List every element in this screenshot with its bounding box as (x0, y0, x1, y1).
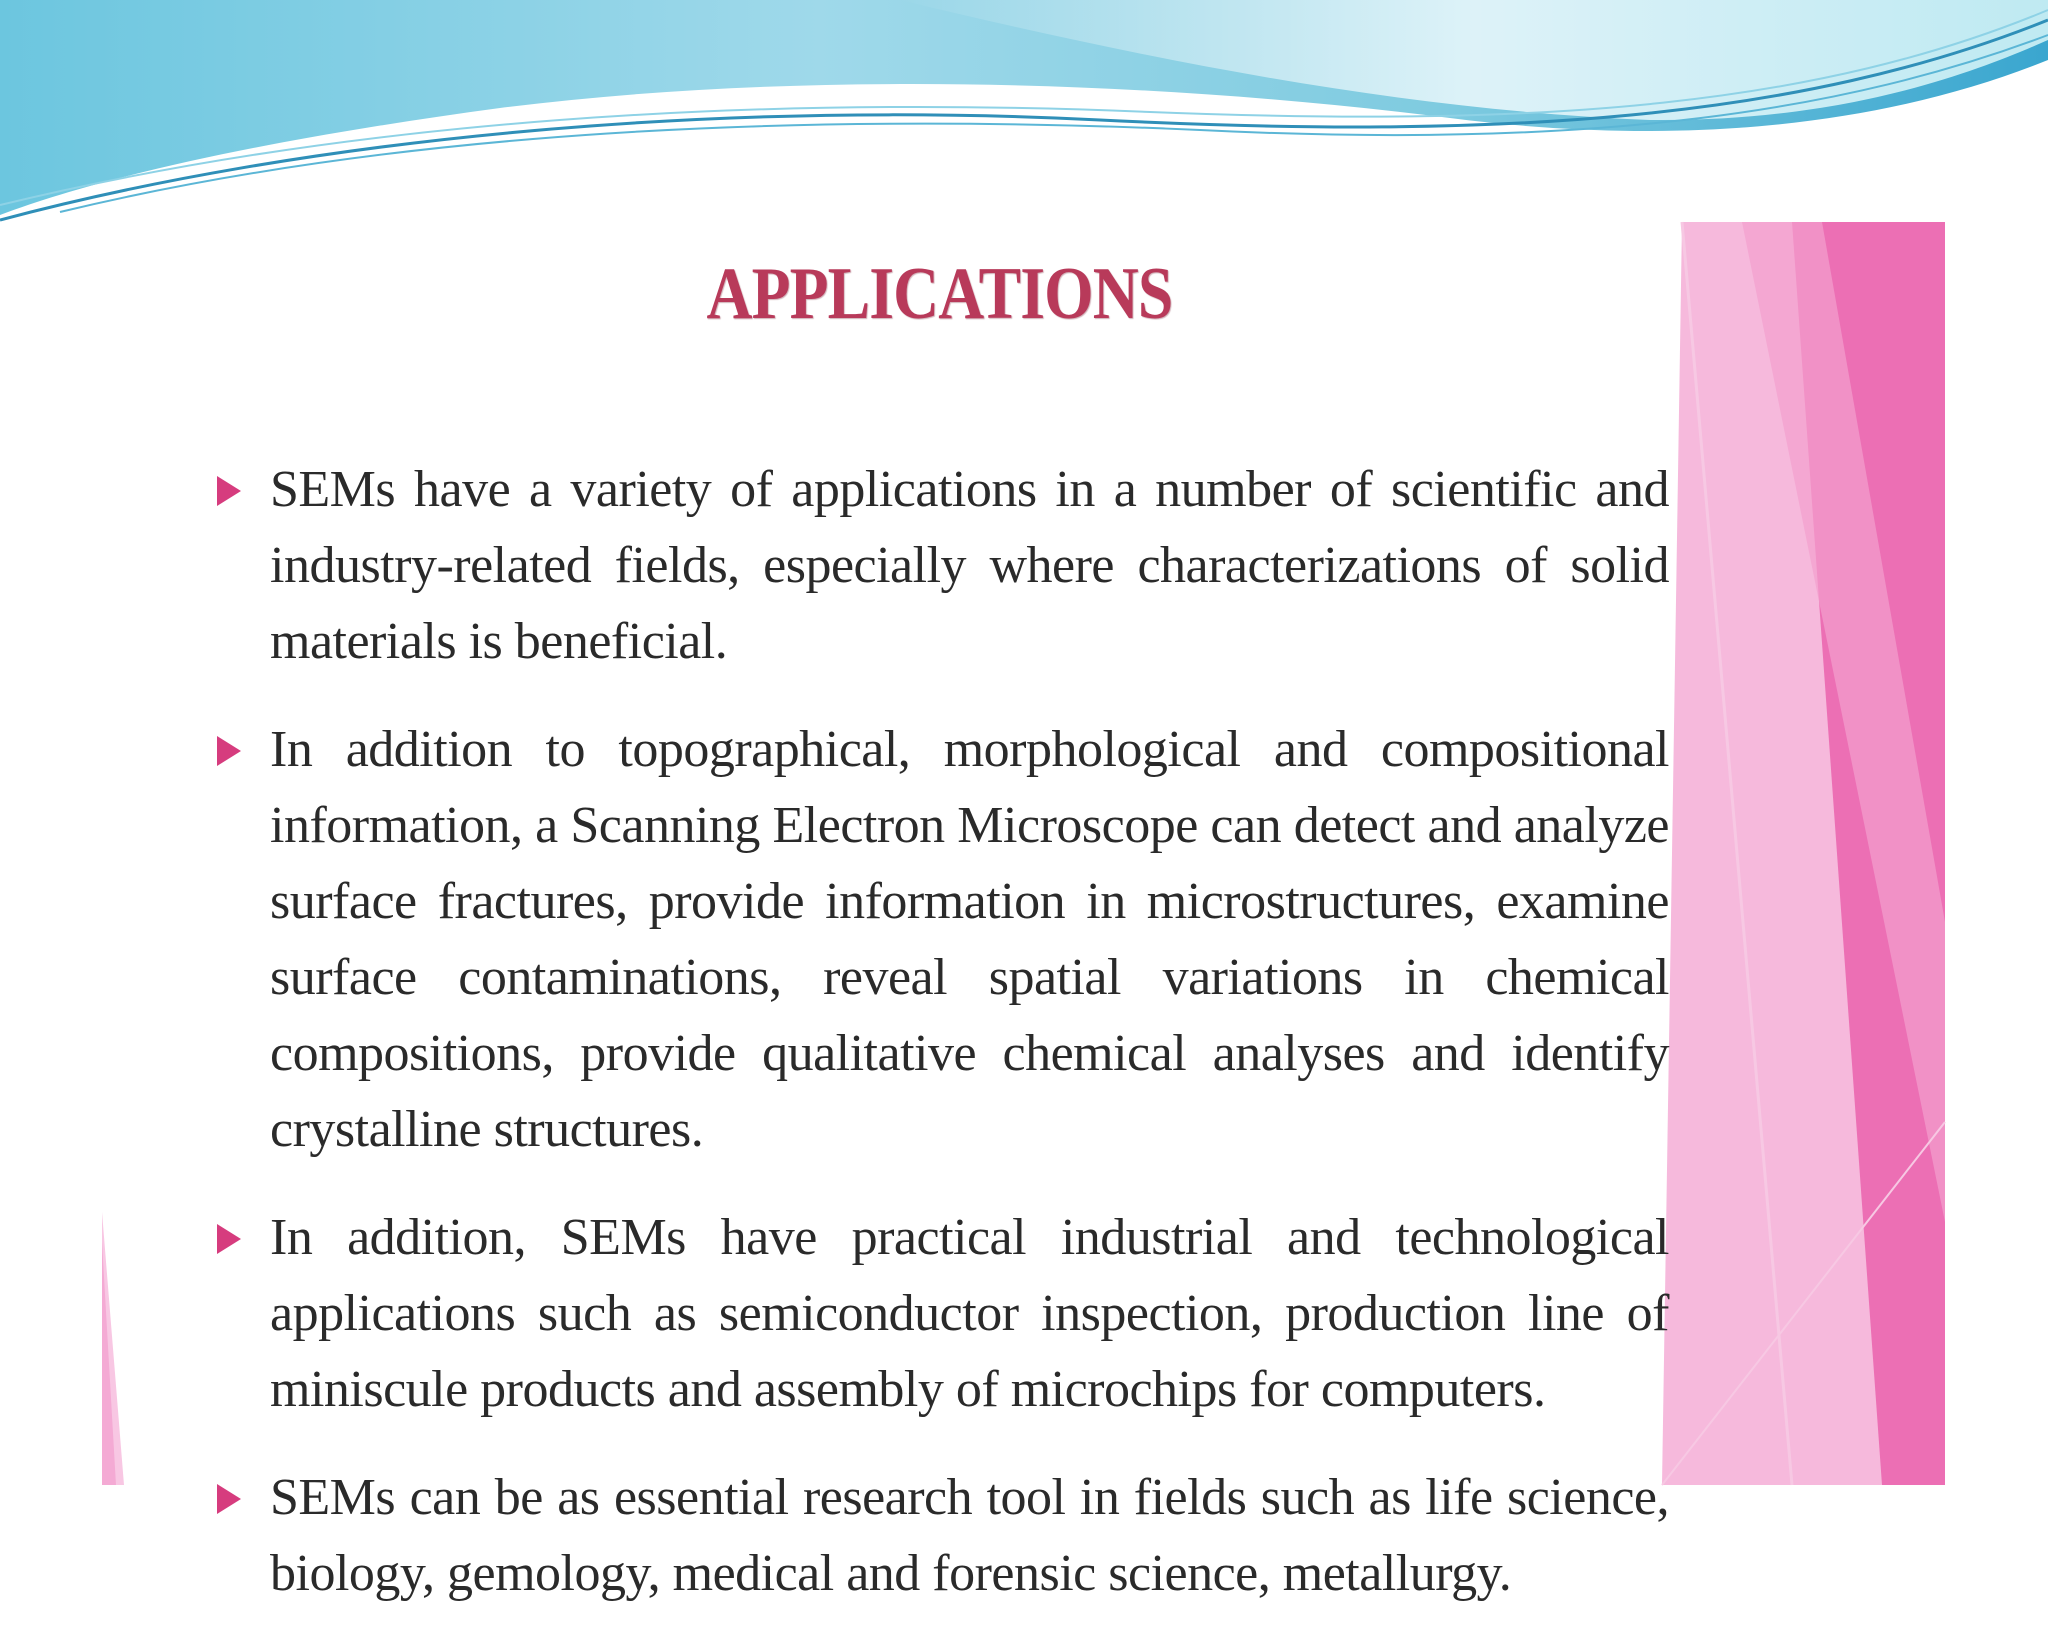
bullet-item (209, 452, 1669, 680)
triangle-bullet-icon (217, 1224, 241, 1254)
bullet-text: SEMs have a variety of applications in a number of scientific and industry-related fields, especially where characterizations of solid materials is beneficial. (270, 461, 1669, 670)
slide-content-panel (102, 222, 1945, 1602)
slide-title: APPLICATIONS (706, 253, 1173, 335)
bullet-item (209, 712, 1669, 1168)
bullet-item (209, 1460, 1669, 1612)
bullet-text: In addition to topographical, morphological and compositional information, a Scanning Electron Microscope can detect and analyze surface fractures, provide information in microstructures, examine surface contaminations, reveal spatial variations in chemical compositions, provide qualitative chemical analyses and identify crystalline structures. (270, 721, 1669, 1158)
header-wave-decoration (0, 0, 2048, 240)
bullet-text: In addition, SEMs have practical industrial and technological applications such as semiconductor inspection, production line of miniscule products and assembly of microchips for computers. (270, 1209, 1669, 1418)
triangle-bullet-icon (217, 736, 241, 766)
pink-left-wedge (102, 1212, 124, 1485)
triangle-bullet-icon (217, 1484, 241, 1514)
bullet-text: SEMs can be as essential research tool in fields such as life science, biology, gemology, medical and forensic science, metallurgy. (270, 1469, 1669, 1602)
bullet-item (209, 1200, 1669, 1428)
triangle-bullet-icon (217, 476, 241, 506)
bullet-list (209, 452, 1669, 1644)
